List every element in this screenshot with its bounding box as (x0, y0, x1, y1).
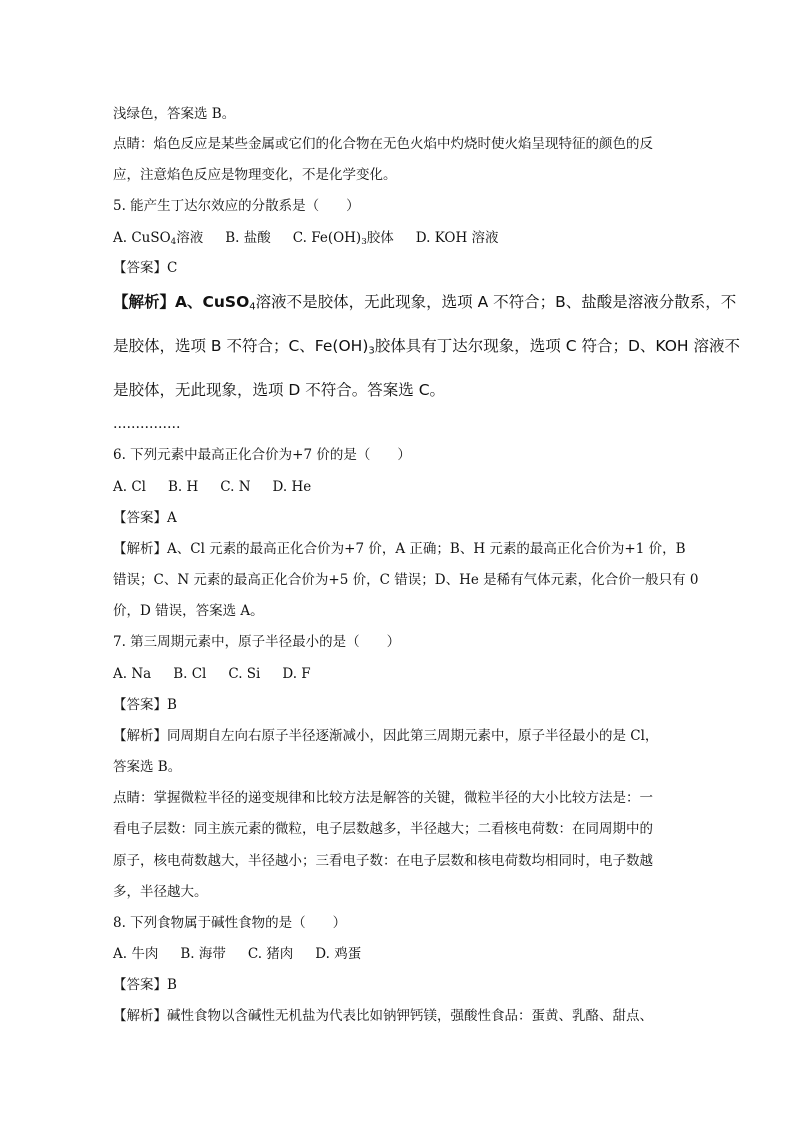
question-8: 8. 下列食物属于碱性食物的是（ ） (113, 915, 347, 931)
tip-line: 应，注意焰色反应是物理变化，不是化学变化。 (113, 167, 397, 183)
answer: 【答案】B (113, 977, 177, 993)
option-a: A. Cl (113, 479, 146, 495)
explanation-line: 是胶体，选项 B 不符合；C、$Fe(OH)_3$胶体具有丁达尔现象，选项 C 符合；D、KOH 溶液不 (113, 337, 740, 357)
explanation-line: 【解析】碱性食物以含碱性无机盐为代表比如钠钾钙镁，强酸性食品：蛋黄、乳酪、甜点、 (113, 1008, 653, 1024)
question-8-options (113, 944, 361, 964)
explanation-line: 错误；C、N 元素的最高正化合价为+5 价，C 错误；D、He 是稀有气体元素，化合价一般只有 0 (113, 572, 699, 588)
option-d: D. He (272, 479, 312, 495)
option-d: D. F (282, 666, 311, 682)
option-c: C. 猪肉 (247, 946, 294, 962)
option-a: A. Na (113, 666, 152, 682)
option-d: D. KOH 溶液 (415, 230, 499, 246)
explanation-line: 价，D 错误，答案选 A。 (113, 603, 264, 619)
explanation-line: 答案选 B。 (113, 759, 182, 775)
question-5-options (113, 228, 499, 248)
option-c: C. $Fe(OH)_3$胶体 (292, 230, 394, 248)
tip-line: 多，半径越大。 (113, 884, 208, 900)
question-7-options (113, 664, 311, 684)
explanation-line: 【解析】A、Cl 元素的最高正化合价为+7 价，A 正确；B、H 元素的最高正化合价为+1 价，B (113, 541, 686, 557)
option-c: C. Si (228, 666, 261, 682)
dots-separator: …………… (113, 416, 181, 432)
question-6-options (113, 477, 311, 497)
option-a: A. CuSO$_4$溶液 (113, 230, 204, 248)
tip-line: 点睛：掌握微粒半径的递变规律和比较方法是解答的关键，微粒半径的大小比较方法是：一 (113, 790, 653, 806)
tip-line: 看电子层数：同主族元素的微粒，电子层数越多，半径越大；二看核电荷数：在同周期中的 (113, 821, 653, 837)
explanation-line: 是胶体，无此现象，选项 D 不符合。答案选 C。 (113, 381, 446, 399)
option-b: B. 盐酸 (225, 230, 271, 246)
option-b: B. 海带 (180, 946, 226, 962)
question-6: 6. 下列元素中最高正化合价为+7 价的是（ ） (113, 447, 411, 463)
answer: 【答案】C (113, 260, 178, 276)
question-5: 5. 能产生丁达尔效应的分散系是（ ） (113, 198, 360, 214)
option-c: C. N (220, 479, 251, 495)
tip-line: 原子，核电荷数越大，半径越小；三看电子数：在电子层数和核电荷数均相同时，电子数越 (113, 853, 653, 869)
option-d: D. 鸡蛋 (315, 946, 362, 962)
explanation-line: 【解析】同周期自左向右原子半径逐渐减小，因此第三周期元素中，原子半径最小的是 Cl， (113, 728, 659, 744)
text-line: 浅绿色，答案选 B。 (113, 106, 236, 122)
question-7: 7. 第三周期元素中，原子半径最小的是（ ） (113, 634, 401, 650)
tip-line: 点睛：焰色反应是某些金属或它们的化合物在无色火焰中灼烧时使火焰呈现特征的颜色的反 (113, 136, 653, 152)
option-b: B. H (167, 479, 199, 495)
option-b: B. Cl (173, 666, 207, 682)
answer: 【答案】A (113, 510, 177, 526)
explanation-line: 【解析】A、CuSO$_4$溶液不是胶体，无此现象，选项 A 不符合；B、盐酸是溶液分散系，不 (113, 293, 737, 313)
option-a: A. 牛肉 (113, 946, 159, 962)
answer: 【答案】B (113, 697, 177, 713)
